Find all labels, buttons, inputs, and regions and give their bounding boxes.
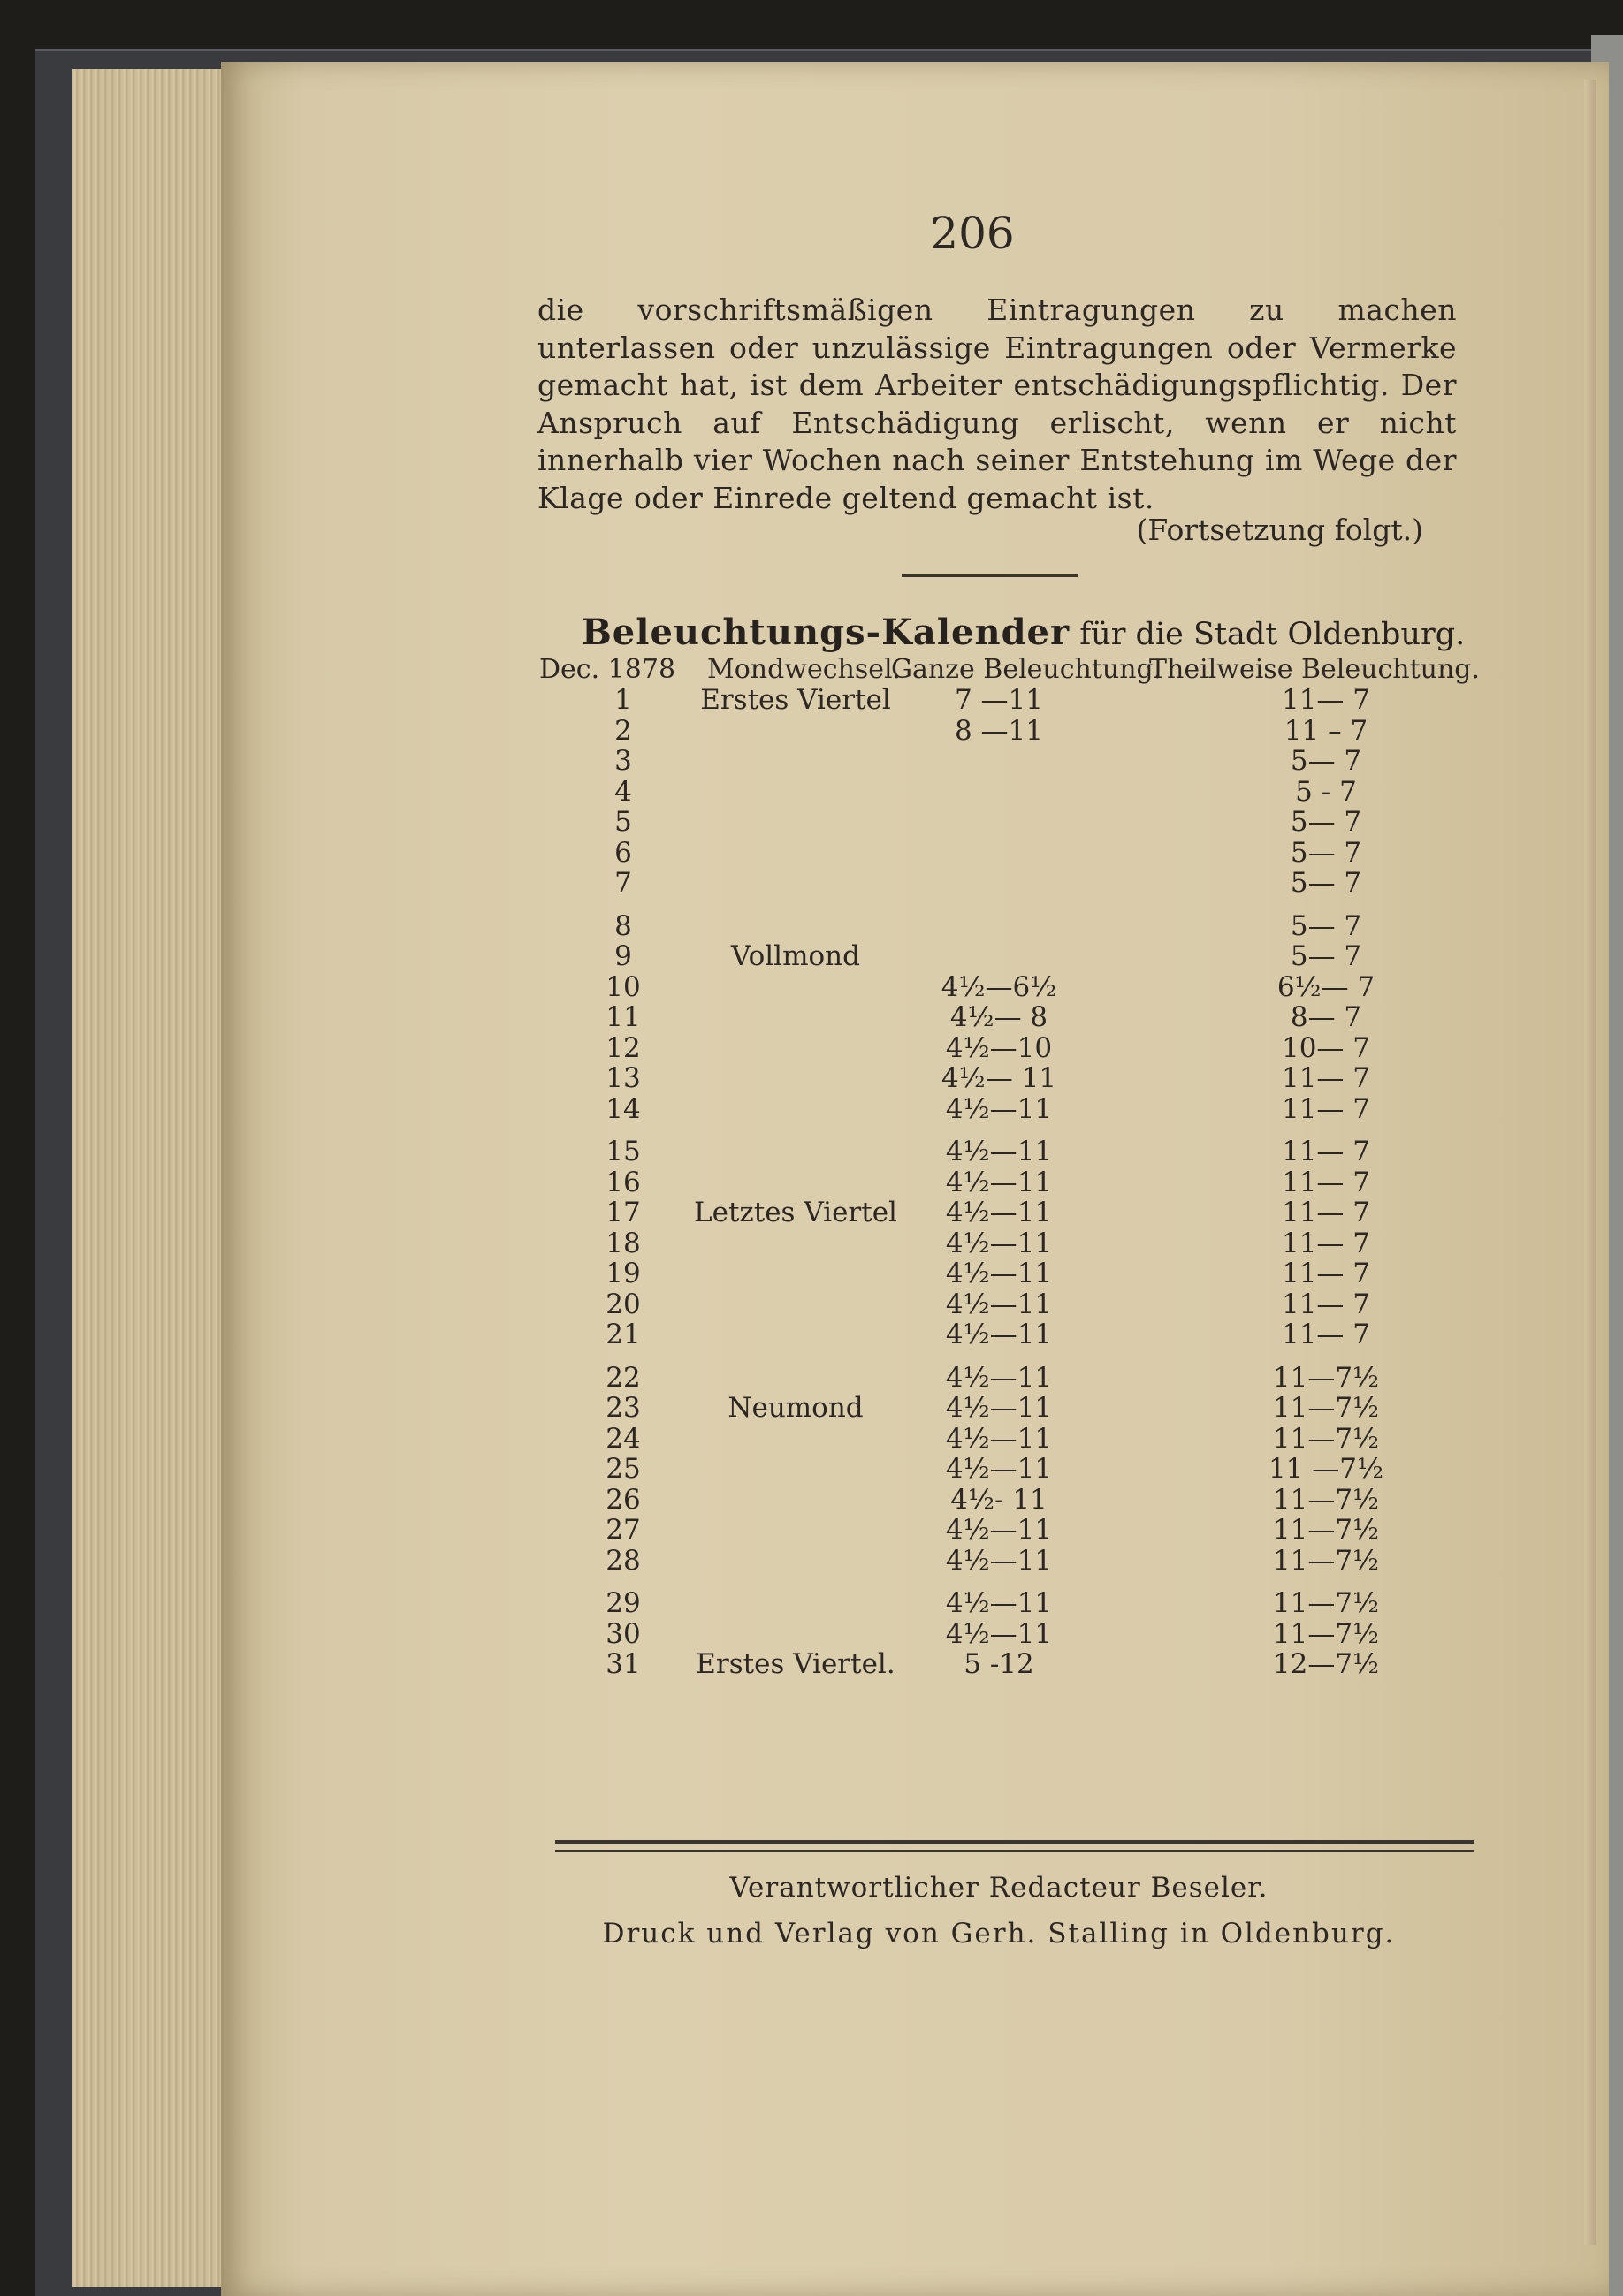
row-day: 2 <box>614 714 632 747</box>
row-full-lighting: 4½—10 <box>945 1031 1053 1064</box>
header-date: Dec. 1878 <box>539 654 676 685</box>
continuation-note: (Fortsetzung folgt.) <box>1136 513 1423 547</box>
footer-rule-thick <box>555 1840 1474 1844</box>
row-full-lighting: 4½—11 <box>945 1197 1053 1228</box>
row-moon-phase: Erstes Viertel <box>700 684 891 716</box>
page-number: 206 <box>930 208 1015 259</box>
row-full-lighting: 4½—11 <box>945 1361 1053 1394</box>
header-partial: Theilweise Beleuchtung. <box>1149 654 1481 685</box>
row-day: 10 <box>606 970 641 1003</box>
row-full-lighting: 4½—11 <box>945 1227 1053 1259</box>
row-full-lighting: 4½—11 <box>945 1422 1053 1455</box>
calendar-subtitle: für die Stadt Oldenburg. <box>1079 617 1466 652</box>
row-partial-lighting: 5— 7 <box>1290 867 1362 899</box>
row-partial-lighting: 11—7½ <box>1272 1514 1380 1546</box>
row-partial-lighting: 11—7½ <box>1272 1587 1380 1619</box>
row-full-lighting: 4½—11 <box>945 1453 1053 1485</box>
row-full-lighting: 4½—11 <box>945 1392 1053 1424</box>
row-partial-lighting: 11—7½ <box>1272 1422 1380 1455</box>
row-partial-lighting: 11—7½ <box>1272 1392 1380 1424</box>
row-day: 13 <box>606 1062 641 1094</box>
header-moon: Mondwechsel. <box>707 654 902 685</box>
row-day: 28 <box>606 1544 641 1577</box>
row-day: 8 <box>614 909 632 942</box>
row-day: 25 <box>606 1453 641 1485</box>
row-day: 17 <box>606 1197 641 1228</box>
row-day: 7 <box>614 867 632 899</box>
row-day: 21 <box>606 1319 641 1350</box>
footer-rule-thin <box>555 1850 1474 1852</box>
row-partial-lighting: 11— 7 <box>1281 1136 1371 1167</box>
row-partial-lighting: 11 —7½ <box>1268 1453 1384 1485</box>
row-day: 3 <box>614 745 632 777</box>
row-day: 18 <box>606 1227 641 1259</box>
row-day: 20 <box>606 1288 641 1320</box>
section-divider <box>902 574 1078 577</box>
row-day: 26 <box>606 1483 641 1516</box>
right-page-edge <box>1584 80 1596 2245</box>
row-partial-lighting: 5 - 7 <box>1295 775 1357 808</box>
row-moon-phase: Vollmond <box>731 940 860 972</box>
row-full-lighting: 4½—11 <box>945 1258 1053 1289</box>
row-day: 9 <box>614 940 632 972</box>
publisher-line: Druck und Verlag von Gerh. Stalling in Oldenburg. <box>602 1918 1396 1950</box>
calendar-title <box>582 612 1466 653</box>
row-partial-lighting: 10— 7 <box>1281 1031 1371 1064</box>
row-full-lighting: 4½—11 <box>945 1288 1053 1320</box>
row-partial-lighting: 11— 7 <box>1281 1319 1371 1350</box>
header-full: Ganze Beleuchtung. <box>891 654 1162 685</box>
row-partial-lighting: 11— 7 <box>1281 684 1371 716</box>
row-full-lighting: 4½—11 <box>945 1514 1053 1546</box>
row-partial-lighting: 5— 7 <box>1290 909 1362 942</box>
row-day: 14 <box>606 1092 641 1125</box>
row-moon-phase: Neumond <box>728 1392 864 1424</box>
row-day: 12 <box>606 1031 641 1064</box>
row-full-lighting: 7 —11 <box>954 684 1044 716</box>
row-partial-lighting: 11— 7 <box>1281 1062 1371 1094</box>
row-partial-lighting: 11—7½ <box>1272 1483 1380 1516</box>
row-partial-lighting: 11 – 7 <box>1284 714 1368 747</box>
calendar-heading: Beleuchtungs-Kalender <box>582 612 1071 653</box>
row-full-lighting: 4½—11 <box>945 1544 1053 1577</box>
row-moon-phase: Letztes Viertel <box>694 1197 897 1228</box>
page-edges <box>72 69 242 2287</box>
row-partial-lighting: 11— 7 <box>1281 1092 1371 1125</box>
row-day: 4 <box>614 775 632 808</box>
row-partial-lighting: 8— 7 <box>1290 1001 1362 1033</box>
row-partial-lighting: 5— 7 <box>1290 836 1362 869</box>
row-partial-lighting: 12—7½ <box>1272 1648 1380 1680</box>
row-partial-lighting: 11—7½ <box>1272 1617 1380 1650</box>
row-partial-lighting: 5— 7 <box>1290 806 1362 838</box>
row-day: 30 <box>606 1617 641 1650</box>
row-partial-lighting: 11— 7 <box>1281 1288 1371 1320</box>
row-full-lighting: 4½— 8 <box>949 1001 1048 1033</box>
row-partial-lighting: 5— 7 <box>1290 745 1362 777</box>
row-day: 22 <box>606 1361 641 1394</box>
row-day: 5 <box>614 806 632 838</box>
row-full-lighting: 4½—11 <box>945 1092 1053 1125</box>
row-full-lighting: 4½—11 <box>945 1319 1053 1350</box>
row-full-lighting: 4½—6½ <box>941 970 1057 1003</box>
row-day: 11 <box>606 1001 641 1033</box>
row-full-lighting: 4½- 11 <box>950 1483 1048 1516</box>
editor-line: Verantwortlicher Redacteur Beseler. <box>729 1872 1269 1904</box>
row-day: 23 <box>606 1392 641 1424</box>
row-full-lighting: 4½—11 <box>945 1136 1053 1167</box>
row-moon-phase: Erstes Viertel. <box>696 1648 895 1680</box>
row-partial-lighting: 11— 7 <box>1281 1258 1371 1289</box>
row-day: 16 <box>606 1166 641 1198</box>
row-full-lighting: 4½—11 <box>945 1617 1053 1650</box>
row-partial-lighting: 11— 7 <box>1281 1166 1371 1198</box>
row-day: 29 <box>606 1587 641 1619</box>
row-day: 24 <box>606 1422 641 1455</box>
row-partial-lighting: 11— 7 <box>1281 1197 1371 1228</box>
row-full-lighting: 5 -12 <box>964 1648 1034 1680</box>
row-full-lighting: 4½—11 <box>945 1587 1053 1619</box>
row-partial-lighting: 6½— 7 <box>1276 970 1375 1003</box>
body-paragraph: die vorschriftsmäßigen Eintragungen zu machen unterlassen oder unzulässige Eintragungen oder Vermerke gemacht hat, ist dem Arbeiter entschädigungspflichtig. Der Anspruch auf Entschädigung erlischt, wenn er nicht innerhalb vier Wochen nach seiner Entstehung im Wege der Klage oder Einrede geltend gemacht ist. <box>537 293 1457 515</box>
row-partial-lighting: 5— 7 <box>1290 940 1362 972</box>
row-partial-lighting: 11—7½ <box>1272 1544 1380 1577</box>
row-day: 19 <box>606 1258 641 1289</box>
row-day: 15 <box>606 1136 641 1167</box>
row-day: 31 <box>606 1648 641 1680</box>
row-partial-lighting: 11—7½ <box>1272 1361 1380 1394</box>
row-day: 1 <box>614 684 632 716</box>
row-day: 27 <box>606 1514 641 1546</box>
row-day: 6 <box>614 836 632 869</box>
row-full-lighting: 4½— 11 <box>941 1062 1057 1094</box>
row-full-lighting: 4½—11 <box>945 1166 1053 1198</box>
row-full-lighting: 8 —11 <box>954 714 1044 747</box>
row-partial-lighting: 11— 7 <box>1281 1227 1371 1259</box>
